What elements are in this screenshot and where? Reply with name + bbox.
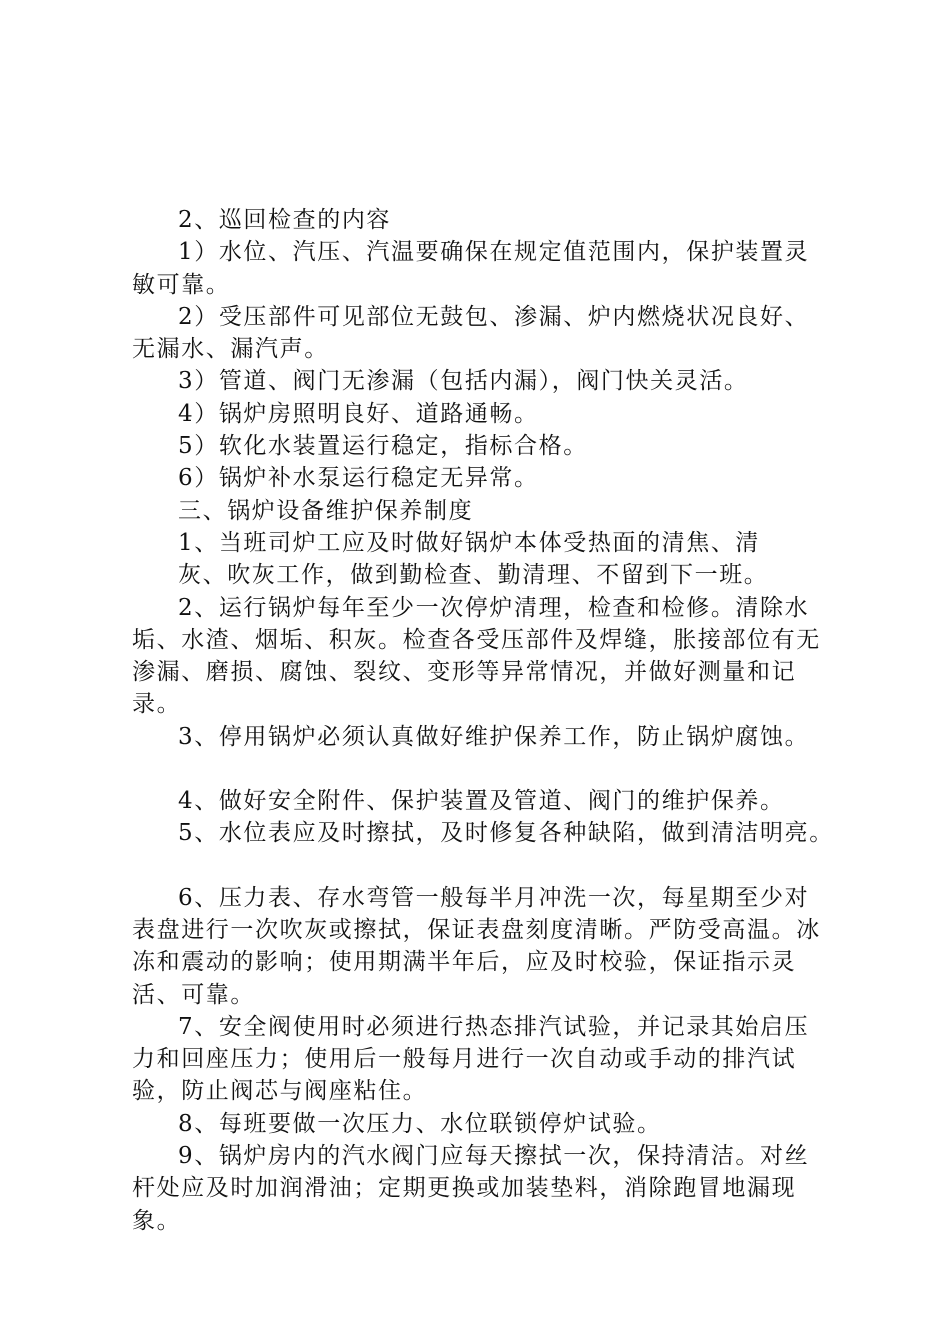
paragraph-maintenance-4: 4、做好安全附件、保护装置及管道、阀门的维护保养。 [178,788,785,815]
document-body [132,204,832,1237]
paragraph-inspection-item-6: 6）锅炉补水泵运行稳定无异常。 [178,465,539,492]
paragraph-inspection-item-1: 1）水位、汽压、汽温要确保在规定值范围内，保护装置灵敏可靠。 [132,239,810,298]
paragraph-spacer [132,850,832,882]
paragraph-maintenance-6: 6、压力表、存水弯管一般每半月冲洗一次，每星期至少对表盘进行一次吹灰或擦拭，保证表盘刻度清晰。严防受高温。冰冻和震动的影响；使用期满半年后，应及时校验，保证指示灵活、可靠。 [132,884,821,1008]
paragraph-maintenance-7: 7、安全阀使用时必须进行热态排汽试验，并记录其始启压力和回座压力；使用后一般每月进行一次自动或手动的排汽试验，防止阀芯与阀座粘住。 [132,1013,810,1105]
paragraph-maintenance-3: 3、停用锅炉必须认真做好维护保养工作，防止锅炉腐蚀。 [178,723,810,750]
paragraph-spacer [132,753,832,785]
paragraph-inspection-item-5: 5）软化水装置运行稳定，指标合格。 [178,433,588,460]
paragraph-maintenance-1-line-2: 灰、吹灰工作，做到勤检查、勤清理、不留到下一班。 [178,562,769,589]
paragraph-inspection-item-2: 2）受压部件可见部位无鼓包、渗漏、炉内燃烧状况良好、无漏水、漏汽声。 [132,303,810,363]
paragraph-maintenance-1-line-1: 1、当班司炉工应及时做好锅炉本体受热面的清焦、清 [178,529,761,556]
paragraph-maintenance-2: 2、运行锅炉每年至少一次停炉清理，检查和检修。清除水垢、水渣、烟垢、积灰。检查各受压部件及焊缝，胀接部位有无渗漏、磨损、腐蚀、裂纹、变形等异常情况，并做好测量和记录。 [132,594,821,718]
paragraph-maintenance-5: 5、水位表应及时擦拭，及时修复各种缺陷，做到清洁明亮。 [178,820,834,847]
paragraph-maintenance-8: 8、每班要做一次压力、水位联锁停炉试验。 [178,1110,662,1137]
paragraph-inspection-item-3: 3）管道、阀门无渗漏（包括内漏），阀门快关灵活。 [178,368,749,395]
section-heading-maintenance: 三、锅炉设备维护保养制度 [178,497,474,524]
paragraph-inspection-heading: 2、巡回检查的内容 [178,207,392,233]
paragraph-inspection-item-4: 4）锅炉房照明良好、道路通畅。 [178,400,539,427]
paragraph-maintenance-9: 9、锅炉房内的汽水阀门应每天擦拭一次，保持清洁。对丝杆处应及时加润滑油；定期更换或加装垫料，消除跑冒地漏现象。 [132,1143,810,1234]
